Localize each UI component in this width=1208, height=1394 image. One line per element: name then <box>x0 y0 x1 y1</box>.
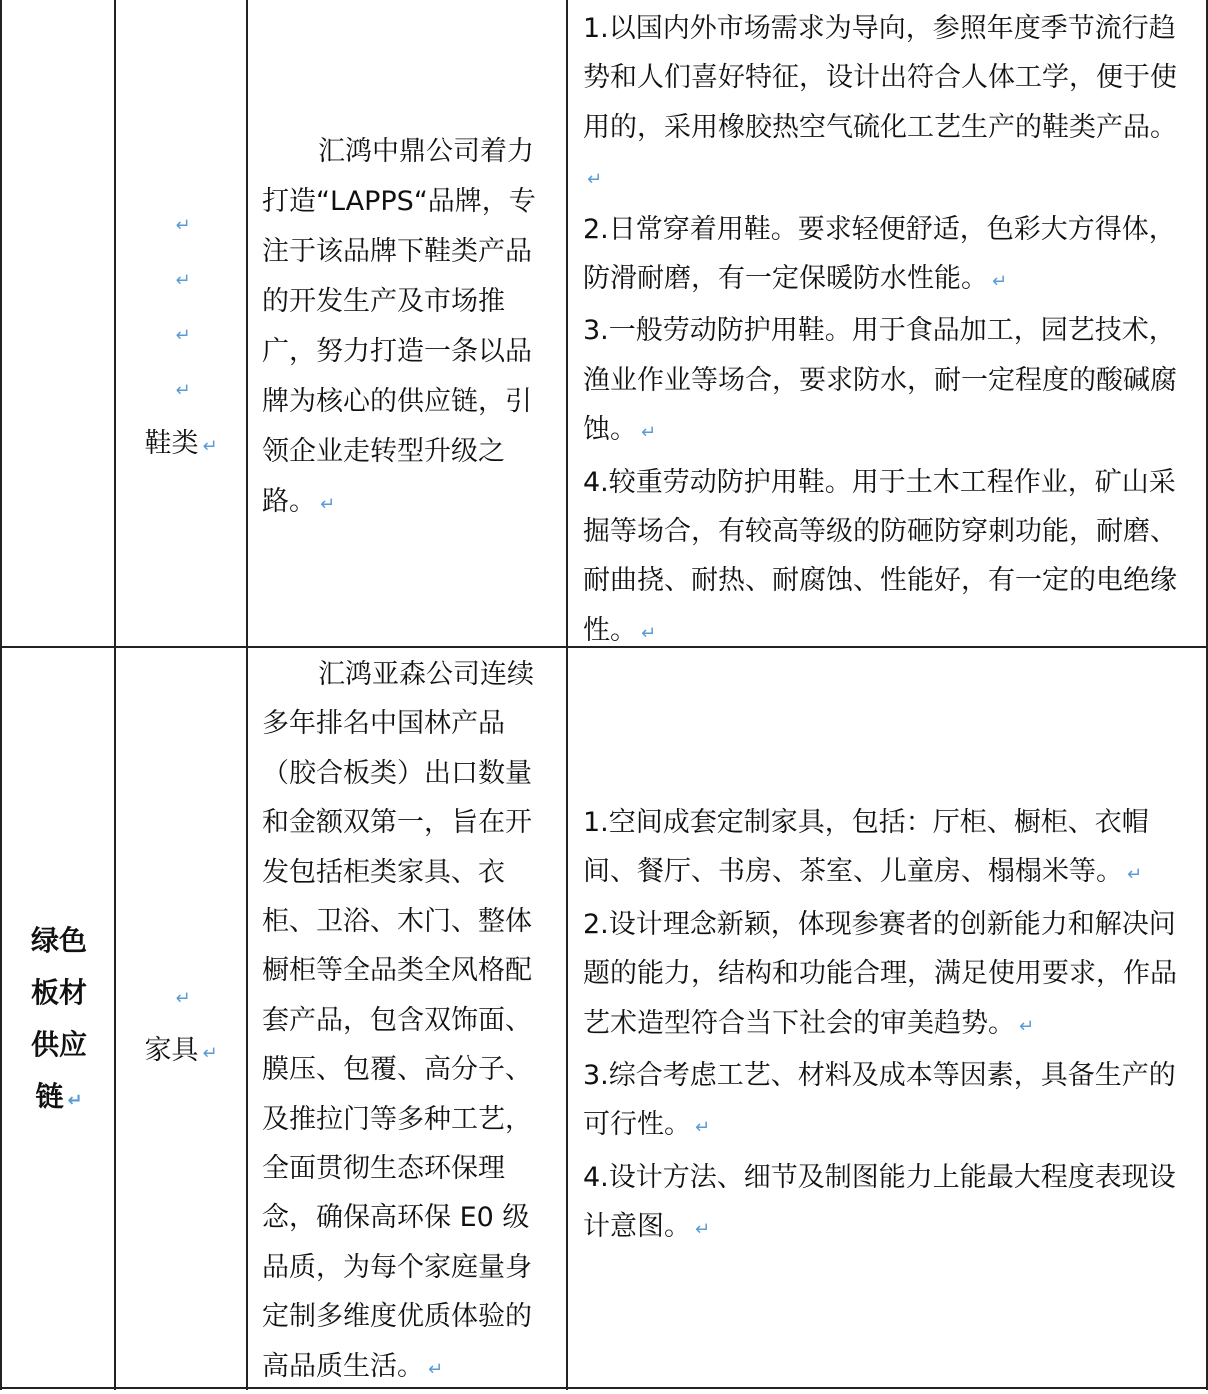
return-mark: ↵ <box>175 380 191 401</box>
requirement-item: 4.较重劳动防护用鞋。用于土木工程作业，矿山采掘等场合，有较高等级的防砸防穿刺功能，耐磨、耐曲挠、耐热、耐腐蚀、性能好，有一定的电绝缘性。 <box>583 466 1177 646</box>
return-mark: ↵ <box>175 270 191 291</box>
return-mark: ↵ <box>428 1358 444 1380</box>
return-mark: ↵ <box>67 1090 83 1111</box>
return-mark: ↵ <box>992 271 1008 293</box>
return-mark: ↵ <box>641 622 657 644</box>
requirement-item: 1.以国内外市场需求为导向，参照年度季节流行趋势和人们喜好特征，设计出符合人体工学，便于使用的，采用橡胶热空气硫化工艺生产的鞋类产品。 <box>583 13 1177 143</box>
subcategory-label: 鞋类 <box>144 428 199 459</box>
category-cell <box>22 915 96 1127</box>
return-mark: ↵ <box>202 436 218 457</box>
requirement-item: 2.日常穿着用鞋。要求轻便舒适，色彩大方得体，防滑耐磨，有一定保暖防水性能。 <box>583 213 1176 295</box>
description-text: 汇鸿中鼎公司着力打造“LAPPS“品牌，专注于该品牌下鞋类产品的开发生产及市场推广，努力打造一条以品牌为核心的供应链，引领企业走转型升级之路。 <box>262 136 536 517</box>
return-mark: ↵ <box>1019 1015 1035 1037</box>
requirement-item: 2.设计理念新颖，体现参赛者的创新能力和解决问题的能力，结构和功能合理，满足使用要求，作品艺术造型符合当下社会的审美趋势。 <box>583 908 1177 1039</box>
subcategory-cell <box>116 0 246 646</box>
requirement-item: 3.综合考虑工艺、材料及成本等因素，具备生产的可行性。 <box>583 1060 1176 1141</box>
description-cell <box>262 127 554 530</box>
return-mark: ↵ <box>695 1219 711 1241</box>
return-mark: ↵ <box>1127 864 1143 886</box>
column-divider <box>246 0 248 1390</box>
subcategory-label: 家具 <box>144 1035 199 1066</box>
return-mark: ↵ <box>175 325 191 346</box>
requirement-item: 3.一般劳动防护用鞋。用于食品加工，园艺技术，渔业作业等场合，要求防水，耐一定程度的酸碱腐蚀。 <box>583 315 1177 446</box>
requirements-cell <box>583 798 1195 1255</box>
requirements-cell <box>583 4 1195 658</box>
return-mark: ↵ <box>320 494 336 515</box>
return-mark: ↵ <box>175 988 191 1009</box>
return-mark: ↵ <box>587 169 603 191</box>
requirement-item: 4.设计方法、细节及制图能力上能最大程度表现设计意图。 <box>583 1161 1176 1243</box>
table-border-bottom <box>0 1387 1208 1389</box>
return-mark: ↵ <box>695 1117 711 1139</box>
return-mark: ↵ <box>175 215 191 236</box>
return-mark: ↵ <box>202 1043 218 1064</box>
return-mark: ↵ <box>641 422 657 444</box>
requirement-item: 1.空间成套定制家具，包括：厅柜、橱柜、衣帽间、餐厅、书房、茶室、儿童房、榻榻米等。 <box>583 807 1149 888</box>
description-cell <box>262 650 554 1394</box>
column-divider <box>566 0 568 1390</box>
category-label: 绿色板材供应链 <box>30 924 87 1113</box>
subcategory-cell <box>116 970 246 1080</box>
category-cell <box>2 0 114 646</box>
description-text: 汇鸿亚森公司连续多年排名中国林产品（胶合板类）出口数量和金额双第一，旨在开发包括柜类家具、衣柜、卫浴、木门、整体橱柜等全品类全风格配套产品，包含双饰面、膜压、包覆、高分子、及推拉门等多种工艺，全面贯彻生态环保理念，确保高环保 E0 级品质，为每个家庭量身定制多维度优质体验的高品质生活。 <box>262 659 534 1382</box>
